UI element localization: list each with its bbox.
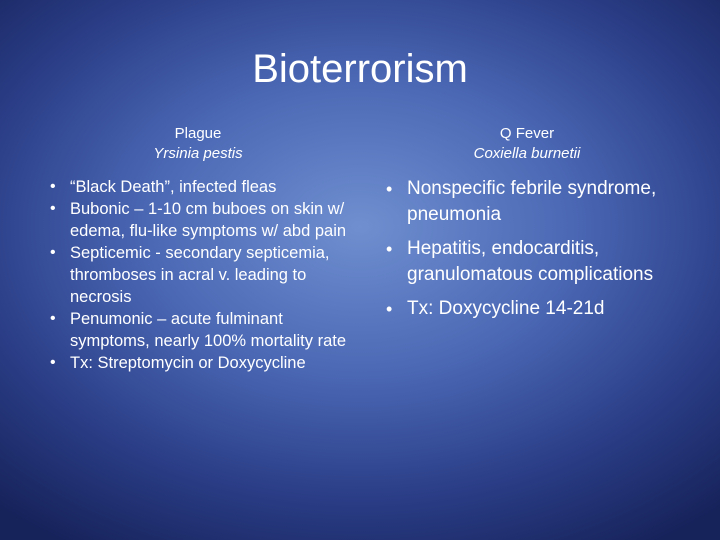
bullet-icon: • bbox=[50, 310, 56, 327]
plague-heading: Plague bbox=[174, 125, 222, 142]
bullet-icon: • bbox=[386, 179, 393, 199]
bullet-icon: • bbox=[386, 299, 393, 319]
q-fever-bullet-list bbox=[382, 176, 672, 322]
plague-header bbox=[48, 124, 348, 164]
bullet-icon: • bbox=[50, 244, 56, 261]
q-fever-heading: Q Fever bbox=[499, 125, 555, 142]
list-item: • Nonspecific febrile syndrome, pneumonia bbox=[386, 178, 657, 225]
plague-bullet-list bbox=[48, 176, 348, 374]
list-item: • Tx: Streptomycin or Doxycycline bbox=[50, 354, 306, 372]
q-fever-column bbox=[382, 124, 672, 330]
list-item: • Hepatitis, endocarditis, granulomatous complications bbox=[386, 238, 654, 285]
plague-column bbox=[48, 124, 348, 374]
slide-title: Bioterrorism bbox=[252, 47, 468, 91]
bullet-icon: • bbox=[50, 200, 56, 217]
list-item: • Penumonic – acute fulminant symptoms, nearly 100% mortality rate bbox=[50, 310, 347, 350]
list-item: • “Black Death”, infected fleas bbox=[50, 178, 277, 196]
list-item: • Tx: Doxycycline 14-21d bbox=[382, 296, 672, 322]
bullet-icon: • bbox=[50, 354, 56, 371]
list-item: • Bubonic – 1-10 cm buboes on skin w/ edema, flu-like symptoms w/ abd pain bbox=[50, 200, 347, 240]
bullet-icon: • bbox=[386, 239, 393, 259]
list-item: • Septicemic - secondary septicemia, thromboses in acral v. leading to necrosis bbox=[50, 244, 330, 306]
q-fever-header bbox=[382, 124, 672, 164]
bullet-icon: • bbox=[50, 178, 56, 195]
plague-organism: Yrsinia pestis bbox=[153, 145, 243, 162]
q-fever-organism: Coxiella burnetii bbox=[473, 145, 581, 162]
